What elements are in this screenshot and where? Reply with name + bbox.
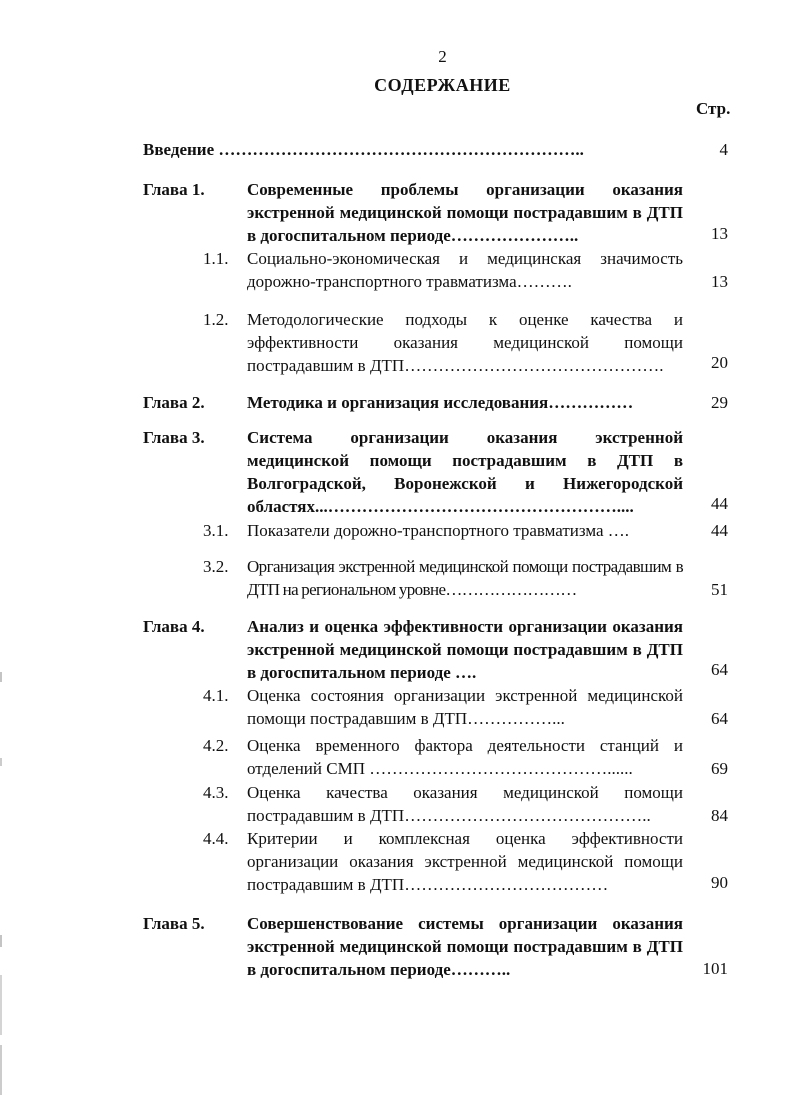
toc-entry-section-4-4[interactable]: [0, 827, 799, 896]
toc-entry-label: Глава 5.: [143, 914, 205, 933]
toc-entry-text: Критерии и комплексная оценка эффективности организации оказания экстренной медицинской помощи пострадавшим в ДТП………………………………: [247, 829, 683, 894]
toc-entry-chapter-2[interactable]: [0, 391, 799, 414]
toc-entry-label: 3.2.: [203, 557, 229, 576]
toc-entry-label: Глава 2.: [143, 393, 205, 412]
toc-entry-label: 3.1.: [203, 521, 229, 540]
toc-entry-page: 13: [711, 224, 728, 243]
scan-margin-mark: [0, 672, 2, 682]
scan-margin-mark: [0, 975, 2, 1035]
toc-entry-text: Анализ и оценка эффективности организации оказания экстренной медицинской помощи пострадавшим в ДТП в догоспитальном периоде ….: [247, 617, 683, 682]
toc-entry-section-4-2[interactable]: [0, 734, 799, 780]
toc-entry-page: 44: [711, 494, 728, 513]
toc-entry-page: 64: [711, 660, 728, 679]
toc-entry-chapter-1[interactable]: [0, 178, 799, 247]
toc-entry-label: 4.4.: [203, 829, 229, 848]
toc-entry-text: Система организации оказания экстренной медицинской помощи пострадавшим в ДТП в Волгоградской, Воронежской и Нижегородской областях...……………………………………………....: [247, 428, 683, 516]
toc-entry-text: Оценка временного фактора деятельности станций и отделений СМП ……………………………………......: [247, 736, 683, 778]
toc-entry-text: Методологические подходы к оценке качества и эффективности оказания медицинской помощи пострадавшим в ДТП……………………………………….: [247, 310, 683, 375]
page-title: СОДЕРЖАНИЕ: [374, 75, 511, 95]
toc-entry-page: 64: [711, 709, 728, 728]
toc-entry-page: 69: [711, 759, 728, 778]
toc-entry-label: Глава 1.: [143, 180, 205, 199]
toc-entry-page: 20: [711, 353, 728, 372]
toc-entry-chapter-5[interactable]: [0, 912, 799, 981]
toc-entry-page: 29: [711, 393, 728, 412]
toc-entry-label: 4.3.: [203, 783, 229, 802]
toc-entry-text: Современные проблемы организации оказания экстренной медицинской помощи пострадавшим в ДТП в догоспитальном периоде…………………..: [247, 180, 683, 245]
toc-entry-text: Социально-экономическая и медицинская значимость дорожно-транспортного травматизма……….: [247, 249, 683, 291]
scan-margin-mark: [0, 1045, 2, 1095]
toc-entry-label: 4.2.: [203, 736, 229, 755]
toc-entry-page: 4: [719, 140, 728, 159]
page-number: 2: [438, 47, 447, 66]
toc-entry-text: Организация экстренной медицинской помощи пострадавшим в ДТП на региональном уровне……………………: [247, 557, 683, 599]
scan-margin-mark: [0, 758, 2, 766]
toc-entry-label: 4.1.: [203, 686, 229, 705]
scan-margin-mark: [0, 935, 2, 947]
toc-entry-chapter-3[interactable]: [0, 426, 799, 518]
page-column-header: Стр.: [696, 99, 731, 118]
toc-entry-page: 13: [711, 272, 728, 291]
toc-entry-page: 51: [711, 580, 728, 599]
toc-entry-page: 101: [702, 959, 728, 978]
toc-entry-chapter-4[interactable]: [0, 615, 799, 684]
toc-entry-text: Совершенствование системы организации оказания экстренной медицинской помощи пострадавшим в ДТП в догоспитальном периоде………..: [247, 914, 683, 979]
toc-entry-label: Глава 3.: [143, 428, 205, 447]
toc-entry-section-3-1[interactable]: [0, 519, 799, 542]
toc-entry-label: 1.1.: [203, 249, 229, 268]
toc-entry-text: Методика и организация исследования……………: [247, 393, 634, 412]
toc-entry-page: 84: [711, 806, 728, 825]
toc-entry-section-4-3[interactable]: [0, 781, 799, 827]
toc-entry-section-1-2[interactable]: [0, 308, 799, 377]
toc-entry-page: 44: [711, 521, 728, 540]
toc-entry-label: Глава 4.: [143, 617, 205, 636]
toc-entry-page: 90: [711, 873, 728, 892]
toc-entry-text: Введение ………………………………………………………..: [143, 140, 584, 159]
toc-entry-section-1-1[interactable]: [0, 247, 799, 293]
toc-entry-label: 1.2.: [203, 310, 229, 329]
toc-entry-text: Оценка качества оказания медицинской помощи пострадавшим в ДТП……………………………………..: [247, 783, 683, 825]
toc-entry-introduction[interactable]: [0, 138, 799, 161]
toc-entry-section-4-1[interactable]: [0, 684, 799, 730]
toc-entry-section-3-2[interactable]: [0, 555, 799, 601]
toc-entry-text: Показатели дорожно-транспортного травматизма ….: [247, 521, 630, 540]
toc-entry-text: Оценка состояния организации экстренной медицинской помощи пострадавшим в ДТП……………...: [247, 686, 683, 728]
